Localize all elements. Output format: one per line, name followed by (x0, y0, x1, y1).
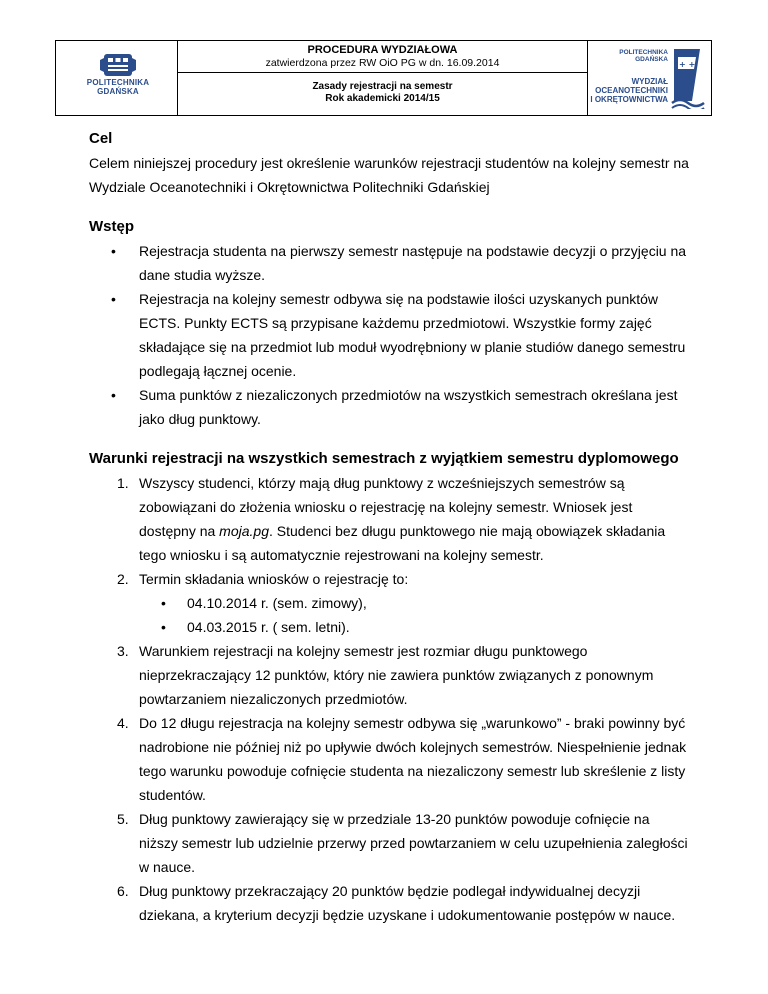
right-logo-cell (587, 41, 711, 115)
goal-heading: Cel (89, 130, 113, 147)
item-number: 1. (117, 475, 129, 491)
intro-heading: Wstęp (89, 218, 134, 235)
list-item: • Suma punktów z niezaliczonych przedmiotów na wszystkich semestrach określana jest jako dług punktowy. (89, 383, 689, 431)
list-item (89, 471, 689, 567)
goal-text: Celem niniejszej procedury jest określenie warunków rejestracji studentów na kolejny semestr na Wydziale Oceanotechniki i Okrętownictwa Politechniki Gdańskiej (89, 155, 689, 195)
faculty-logo-line3: WYDZIAŁ (631, 77, 668, 86)
procedure-subject: Zasady rejestracji na semestr (312, 81, 453, 92)
document-body (89, 127, 689, 927)
svg-text:+ +: + + (679, 60, 696, 69)
item-number: 3. (117, 643, 129, 659)
list-item (89, 807, 689, 879)
item-number: 2. (117, 571, 129, 587)
deadline-item: • 04.10.2014 r. (sem. zimowy), (139, 591, 689, 615)
academic-year: Rok akademicki 2014/15 (325, 93, 440, 104)
faculty-logo-line2: GDAŃSKA (635, 56, 668, 63)
item-number: 5. (117, 811, 129, 827)
document-header (55, 40, 712, 116)
deadline-item: • 04.03.2015 r. ( sem. letni). (139, 615, 689, 639)
section-conditions (89, 447, 689, 927)
header-subject-cell (178, 73, 587, 115)
deadline-list (139, 591, 689, 639)
item-text: Termin składania wniosków o rejestrację to: (139, 571, 409, 587)
item-text: . Studenci bez długu punktowego nie mają obowiązek składania tego wniosku i są automatycznie rejestrowani na kolejny semestr. (139, 523, 666, 563)
item-text: Do 12 długu rejestracja na kolejny semestr odbywa się „warunkowo” - braki powinny być nadrobione nie później niż po upływie dwóch kolejnych semestrów. Niespełnienie jednak tego warunku powoduje cofnięcie studenta na niezaliczony semestr lub skreślenie z listy studentów. (139, 715, 687, 803)
faculty-logo-line5: I OKRĘTOWNICTWA (590, 95, 668, 104)
list-item (89, 711, 689, 807)
list-item (89, 639, 689, 711)
conditions-list (89, 471, 689, 927)
list-item (89, 879, 689, 927)
faculty-logo-line4: OCEANOTECHNIKI (595, 86, 668, 95)
item-text: Dług punktowy przekraczający 20 punktów będzie podlegał indywidualnej decyzji dziekana, a kryterium decyzji będzie uzyskane i udokumentowanie postępów w nauce. (139, 883, 676, 923)
pg-logo (78, 52, 158, 96)
procedure-title: PROCEDURA WYDZIAŁOWA (307, 44, 458, 56)
faculty-logo (590, 47, 708, 111)
item-number: 4. (117, 715, 129, 731)
faculty-logo-line1: POLITECHNIKA (619, 49, 668, 56)
section-intro (89, 215, 689, 431)
conditions-heading: Warunki rejestracji na wszystkich semestrach z wyjątkiem semestru dyplomowego (89, 450, 679, 467)
intro-list (89, 239, 689, 431)
list-item (89, 567, 689, 639)
item-text: Dług punktowy zawierający się w przedziale 13-20 punktów powoduje cofnięcie na niższy semestr lub udzielnie przerwy przed powtarzaniem w celu uzupełnienia zaległości w nauce. (139, 811, 688, 875)
left-logo-cell (56, 41, 178, 115)
portal-name: moja.pg (219, 523, 269, 539)
item-text: Wszyscy studenci, którzy mają dług punktowy z wcześniejszych semestrów są zobowiązani do złożenia wniosku o rejestrację na kolejny semestr. Wniosek jest dostępny na (139, 475, 633, 539)
approval-line: zatwierdzona przez RW OiO PG w dn. 16.09.2014 (265, 57, 500, 69)
pg-emblem-icon (98, 52, 138, 78)
pg-logo-line1: POLITECHNIKA (86, 78, 150, 87)
ship-emblem-icon (670, 47, 706, 109)
pg-logo-line2: GDAŃSKA (97, 87, 139, 96)
item-text: Warunkiem rejestracji na kolejny semestr jest rozmiar długu punktowego nieprzekraczający 12 punktów, który nie zawiera punktów związanych z ponownym powtarzaniem niezaliczonych przedmiotów. (139, 643, 654, 707)
section-goal (89, 127, 689, 199)
list-item: • Rejestracja na kolejny semestr odbywa się na podstawie ilości uzyskanych punktów ECTS. Punkty ECTS są przypisane każdemu przedmiotowi. Wszystkie formy zajęć składające się na przedmiot lub moduł wyodrębniony w planie studiów danego semestru podlegają łącznej ocenie. (89, 287, 689, 383)
list-item: • Rejestracja studenta na pierwszy semestr następuje na podstawie decyzji o przyjęciu na dane studia wyższe. (89, 239, 689, 287)
item-number: 6. (117, 883, 129, 899)
header-title-cell (178, 41, 587, 73)
